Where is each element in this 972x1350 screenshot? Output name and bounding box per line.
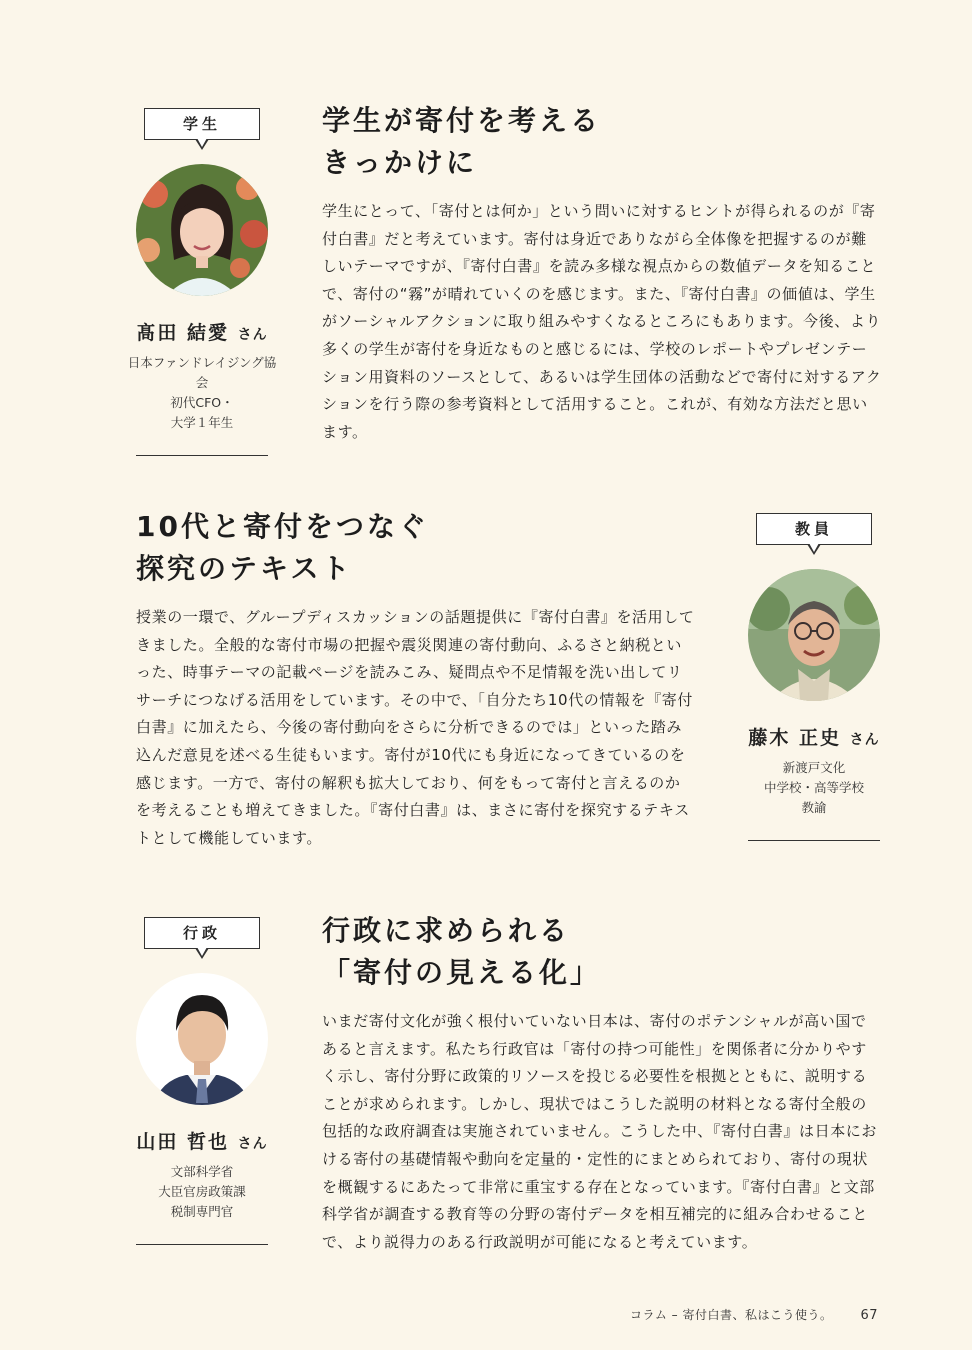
section-title: 10代と寄付をつなぐ 探究のテキスト (136, 510, 429, 585)
section-title: 学生が寄付を考える きっかけに (322, 104, 602, 179)
role-badge: 行政 (144, 917, 260, 949)
person-name: 藤木 正史 さん (748, 727, 880, 749)
page-footer (630, 1306, 878, 1323)
portrait-official-image (136, 973, 268, 1105)
portrait-student-image (136, 164, 268, 296)
footer-text: コラム – 寄付白書、私はこう使う。 (629, 1308, 833, 1322)
divider (748, 840, 880, 841)
section-body: 学生にとって、「寄付とは何か」という問いに対するヒントが得られるのが『寄付白書』だと考えています。寄付は身近でありながら全体像を把握するのが難しいテーマですが、『寄付白書』を読み多様な視点からの数値データを知ることで、寄付の“霧”が晴れていくのを感じます。また、『寄付白書』の価値は、学生がソーシャルアクションに取り組みやすくなるところにもあります。今後、より多くの学生が寄付を身近なものと感じるには、学校のレポートやプレゼンテーション用資料のソースとして、あるいは学生団体の活動などで寄付に対するアクションを行う際の参考資料として活用すること。これが、有効な方法だと思います。 (322, 202, 882, 441)
profile-student (122, 108, 282, 456)
person-role: 日本ファンドレイジング協会 初代CFO・ 大学１年生 (127, 355, 277, 430)
page-number: 67 (860, 1308, 878, 1323)
section-title: 行政に求められる 「寄付の見える化」 (322, 914, 602, 989)
portrait-teacher-image (748, 569, 880, 701)
person-role: 文部科学省 大臣官房政策課 税制専門官 (158, 1164, 246, 1219)
divider (136, 1244, 268, 1245)
portrait-photo (136, 164, 268, 296)
divider (136, 455, 268, 456)
person-role: 新渡戸文化 中学校・高等学校 教諭 (763, 760, 864, 815)
person-name: 山田 哲也 さん (136, 1131, 268, 1153)
portrait-photo (136, 973, 268, 1105)
section-body: 授業の一環で、グループディスカッションの話題提供に『寄付白書』を活用してきました。全般的な寄付市場の把握や震災関連の寄付動向、ふるさと納税といった、時事テーマの記載ページを読みこみ、疑問点や不足情報を洗い出してリサーチにつなげる活用をしています。その中で、「自分たち10代の情報を『寄付白書』に加えたら、今後の寄付動向をさらに分析できるのでは」といった踏み込んだ意見を述べる生徒もいます。寄付が10代にも身近になってきているのを感じます。一方で、寄付の解釈も拡大しており、何をもって寄付と言えるのかを考えることも増えてきました。『寄付白書』は、まさに寄付を探究するテキストとして機能しています。 (136, 608, 695, 847)
profile-teacher (734, 513, 894, 841)
profile-government (122, 917, 282, 1245)
role-badge: 学生 (144, 108, 260, 140)
role-badge: 教員 (756, 513, 872, 545)
section-body: いまだ寄付文化が強く根付いていない日本は、寄付のポテンシャルが高い国であると言えます。私たち行政官は「寄付の持つ可能性」を関係者に分かりやすく示し、寄付分野に政策的リソースを投じる必要性を根拠とともに、説明することが求められます。しかし、現状ではこうした説明の材料となる寄付全般の包括的な政府調査は実施されていません。こうした中、『寄付白書』は日本における寄付の基礎情報や動向を定量的・定性的にまとめられており、寄付の現状を概観するにあたって非常に重宝する存在となっています。『寄付白書』と文部科学省が調査する教育等の分野の寄付データを相互補完的に組み合わせることで、より説得力のある行政説明が可能になると考えています。 (322, 1012, 878, 1251)
portrait-photo (748, 569, 880, 701)
person-name: 髙田 結愛 さん (136, 322, 268, 344)
